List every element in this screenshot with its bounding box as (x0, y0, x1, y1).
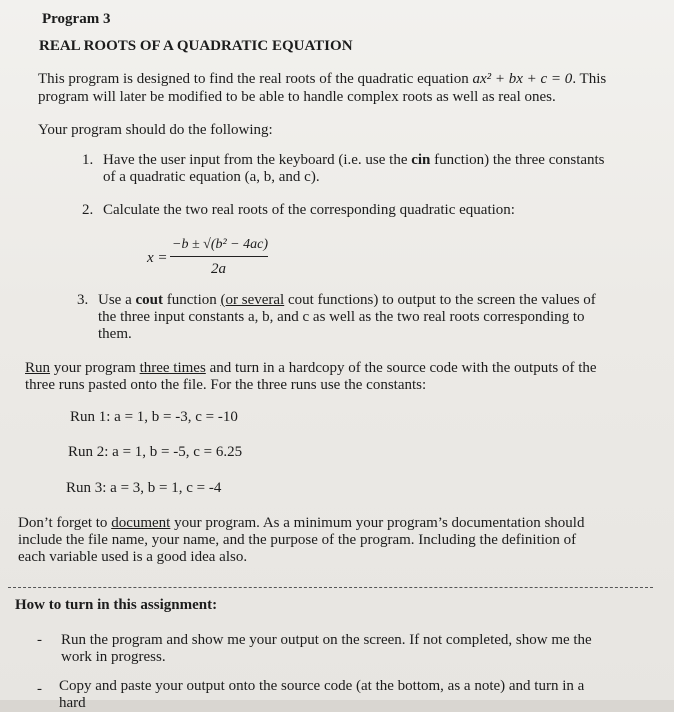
doc-para-line-3: each variable used is a good idea also. (18, 549, 248, 565)
doc-para-line-1 (18, 515, 658, 532)
bullet-1-line-2: work in progress. (61, 649, 166, 665)
step-1-line-2: of a quadratic equation (a, b, and c). (103, 169, 320, 185)
bullet-1-line-1: Run the program and show me your output on the screen. If not completed, show me the (61, 632, 592, 648)
run-text: your program (53, 360, 136, 376)
step-3-line-2: the three input constants a, b, and c as well as the two real roots corresponding to (98, 309, 585, 325)
formula-denominator: 2a (211, 261, 226, 277)
cin-keyword: cin (411, 152, 431, 168)
step-number: 2. (82, 202, 94, 218)
step-1-text: Have the user input from the keyboard (i.e. use the (103, 152, 408, 168)
step-number: 1. (82, 152, 94, 168)
doc-text: Don’t forget to (18, 515, 108, 531)
formula-numerator: −b ± √(b² − 4ac) (172, 237, 268, 252)
run-text-2: and turn in a hardcopy of the source code with the outputs of the (209, 360, 597, 376)
intro-line-2: program will later be modified to be able to handle complex roots as well as real ones. (38, 89, 556, 105)
step-1-line-1 (103, 152, 648, 169)
bullet-2-line-1: Copy and paste your output onto the source code (at the bottom, as a note) and turn in a (59, 678, 585, 694)
or-several-underlined: (or several (220, 292, 285, 308)
page-title: REAL ROOTS OF A QUADRATIC EQUATION (39, 38, 353, 54)
step-3-text: Use a (98, 292, 132, 308)
section-divider (8, 587, 653, 588)
formula-lhs: x = (147, 250, 168, 266)
run-2: Run 2: a = 1, b = -5, c = 6.25 (68, 444, 243, 460)
bullet-marker: - (37, 632, 42, 648)
document-word: document (111, 515, 171, 531)
three-times: three times (139, 360, 206, 376)
turn-in-heading: How to turn in this assignment: (15, 597, 218, 613)
quadratic-equation: ax² + bx + c = 0 (472, 71, 573, 87)
step-2-line-1: Calculate the two real roots of the corresponding quadratic equation: (103, 202, 515, 218)
fraction-bar (170, 256, 268, 257)
bullet-2-line-2: hard (59, 695, 86, 711)
doc-para-line-2: include the file name, your name, and the purpose of the program. Including the definition of (18, 532, 577, 548)
step-3-line-3: them. (98, 326, 132, 342)
should-do-text: Your program should do the following: (38, 122, 273, 138)
cout-keyword: cout (135, 292, 163, 308)
run-1: Run 1: a = 1, b = -3, c = -10 (70, 409, 238, 425)
intro-text-after: . This (572, 71, 607, 87)
program-label: Program 3 (42, 11, 111, 27)
step-3-text-post: cout functions) to output to the screen the values of (287, 292, 596, 308)
intro-line-1 (38, 71, 648, 88)
step-3-text-mid: function (166, 292, 217, 308)
intro-text: This program is designed to find the real roots of the quadratic equation (38, 71, 469, 87)
run-para-line-1 (25, 360, 655, 377)
run-para-line-2: three runs pasted onto the file. For the three runs use the constants: (25, 377, 427, 393)
step-3-line-1 (98, 292, 648, 309)
run-word: Run (25, 360, 51, 376)
doc-text-post: your program. As a minimum your program’s documentation should (174, 515, 585, 531)
bullet-marker: - (37, 681, 42, 697)
step-number: 3. (77, 292, 89, 308)
run-3: Run 3: a = 3, b = 1, c = -4 (66, 480, 222, 496)
step-1-text-post: function) the three constants (434, 152, 605, 168)
